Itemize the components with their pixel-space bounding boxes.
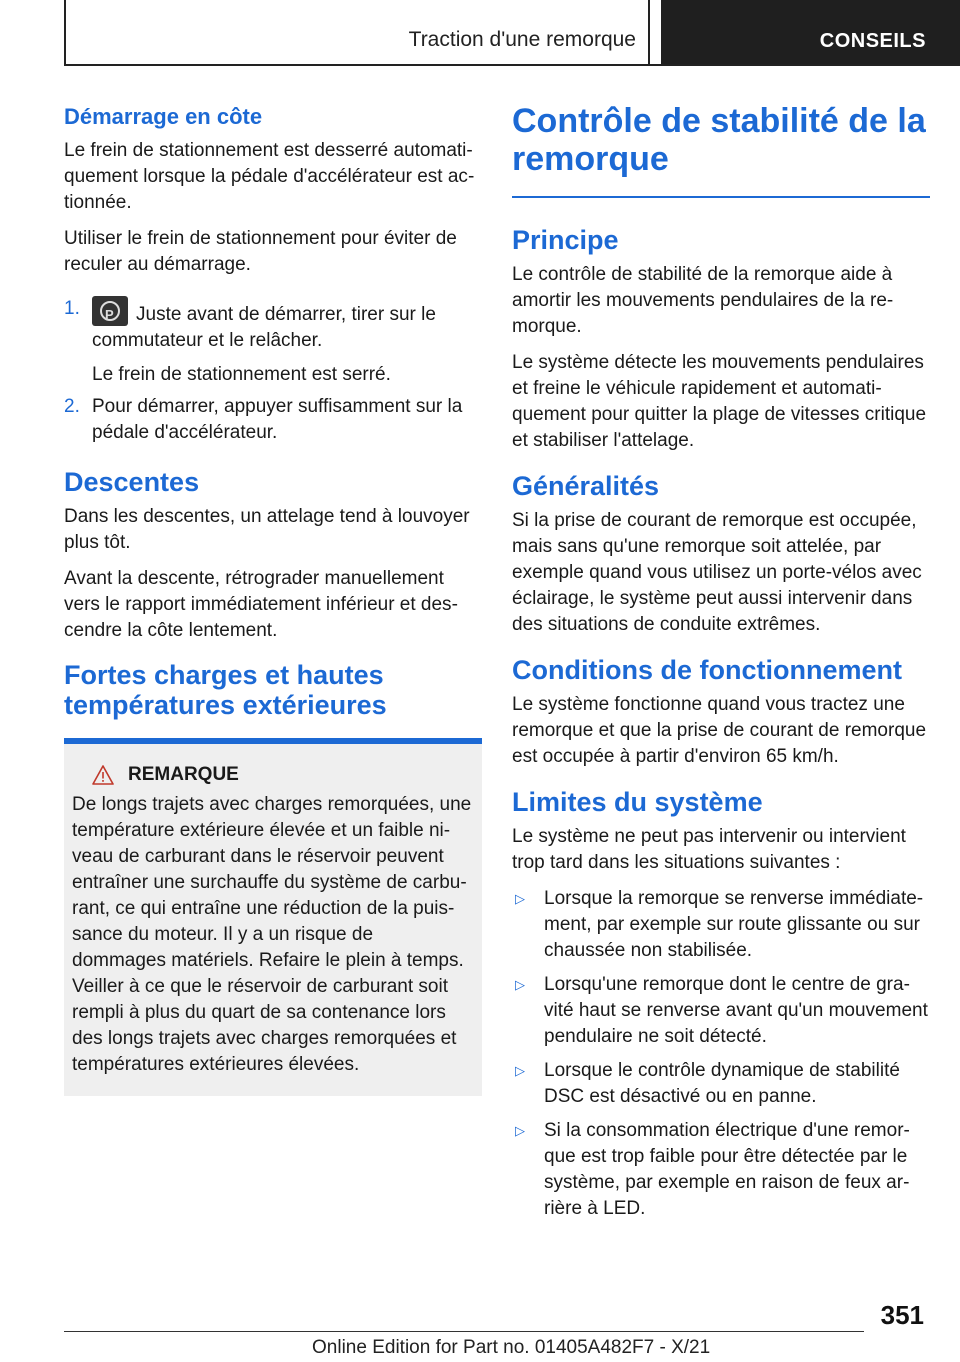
- bullet-triangle-icon: ▷: [515, 977, 525, 992]
- heading-conditions: Conditions de fonctionnement: [512, 655, 902, 685]
- list-item: ▷ Lorsqu'une remorque dont le centre de gravité haut se renverse avant qu'un mouvement pendulaire ne soit détecté.: [512, 972, 930, 1050]
- footer-rule: [64, 1331, 864, 1332]
- paragraph: Avant la descente, rétrograder manuellement vers le rapport immédiatement inférieur et descendre la côte lentement.: [64, 568, 458, 641]
- heading-fortes-charges: Fortes charges et hautes températures extérieures: [64, 660, 387, 720]
- left-column: [64, 102, 482, 1096]
- bullet-triangle-icon: ▷: [515, 891, 525, 906]
- heading-limites: Limites du système: [512, 787, 763, 817]
- heading-descentes: Descentes: [64, 467, 200, 497]
- bullet-triangle-icon: ▷: [515, 1063, 525, 1078]
- parking-brake-icon: [92, 296, 128, 326]
- heading-demarrage: Démarrage en côte: [64, 104, 263, 129]
- step-text: Pour démarrer, appuyer suffisamment sur la pédale d'accélérateur.: [92, 396, 463, 443]
- page-number: 351: [880, 1300, 924, 1330]
- note-text: De longs trajets avec charges remorquées, une température extérieure élevée et un faible niveau de carburant dans le réservoir peuvent entraîner une surchauffe du système de carburant, ce qui entraîne une réduction de la puissance du moteur. Il y a un risque de dommages matériels. Refaire le plein à temps. Veiller à ce que le réservoir de carburant soit rempli à plus du quart de sa contenance lors des longs trajets avec charges remorquées et températures extérieures élevées.: [72, 794, 472, 1075]
- heading-main: Contrôle de stabilité de la remorque: [512, 102, 926, 178]
- page-header: [0, 0, 960, 66]
- header-rule: [64, 64, 960, 66]
- paragraph: Le système ne peut pas intervenir ou intervient trop tard dans les situations suivantes :: [512, 826, 906, 873]
- paragraph: Le système détecte les mouvements pendulaires et freine le véhicule rapidement et automatiquement pour quitter la plage de vitesses critique et stabiliser l'attelage.: [512, 352, 927, 451]
- heading-generalites: Généralités: [512, 471, 660, 501]
- header-divider-right: [648, 0, 650, 66]
- bullet-triangle-icon: ▷: [515, 1123, 525, 1138]
- heading-principe: Principe: [512, 225, 619, 255]
- list-item: ▷ Lorsque le contrôle dynamique de stabilité DSC est désactivé ou en panne.: [512, 1058, 930, 1110]
- warning-triangle-icon: [92, 765, 114, 785]
- step-item: [64, 394, 482, 446]
- list-item: ▷ Si la consommation électrique d'une remorque est trop faible pour être détectée par le système, par exemple en raison de feux arrière à LED.: [512, 1118, 930, 1222]
- paragraph: Si la prise de courant de remorque est occupée, mais sans qu'une remorque soit attelée, par exemple quand vous utilisez un porte-vélos avec éclairage, le système peut aussi intervenir dans des situations de conduite extrêmes.: [512, 510, 922, 635]
- step-item: [64, 296, 482, 388]
- list-item: ▷ Lorsque la remorque se renverse immédiatement, par exemple sur route glissante ou sur chaussée non stabilisée.: [512, 886, 930, 964]
- step-result: Le frein de stationnement est serré.: [92, 364, 391, 385]
- edition-note: Online Edition for Part no. 01405A482F7 - X/21: [312, 1337, 711, 1358]
- right-column: [512, 102, 930, 1230]
- paragraph: Le frein de stationnement est desserré automatiquement lorsque la pédale d'accélérateur est actionnée.: [64, 140, 475, 213]
- step-text: Juste avant de démarrer, tirer sur le commutateur et le relâcher.: [92, 304, 436, 351]
- paragraph: Le contrôle de stabilité de la remorque aide à amortir les mouvements pendulaires de la remorque.: [512, 264, 894, 337]
- section-title: Traction d'une remorque: [408, 28, 636, 51]
- chapter-tab-label: CONSEILS: [819, 30, 926, 52]
- chapter-tab: [661, 0, 960, 66]
- paragraph: Dans les descentes, un attelage tend à louvoyer plus tôt.: [64, 506, 470, 553]
- warning-note: [64, 738, 482, 1096]
- limitations-list: [512, 886, 930, 1222]
- heading-rule: [512, 196, 930, 198]
- note-title: REMARQUE: [128, 764, 239, 785]
- paragraph: Utiliser le frein de stationnement pour éviter de reculer au démarrage.: [64, 228, 457, 275]
- paragraph: Le système fonctionne quand vous tractez une remorque et que la prise de courant de remorque est occupée à partir d'environ 65 km/h.: [512, 694, 927, 767]
- step-number: 1.: [64, 298, 80, 319]
- step-number: 2.: [64, 396, 80, 417]
